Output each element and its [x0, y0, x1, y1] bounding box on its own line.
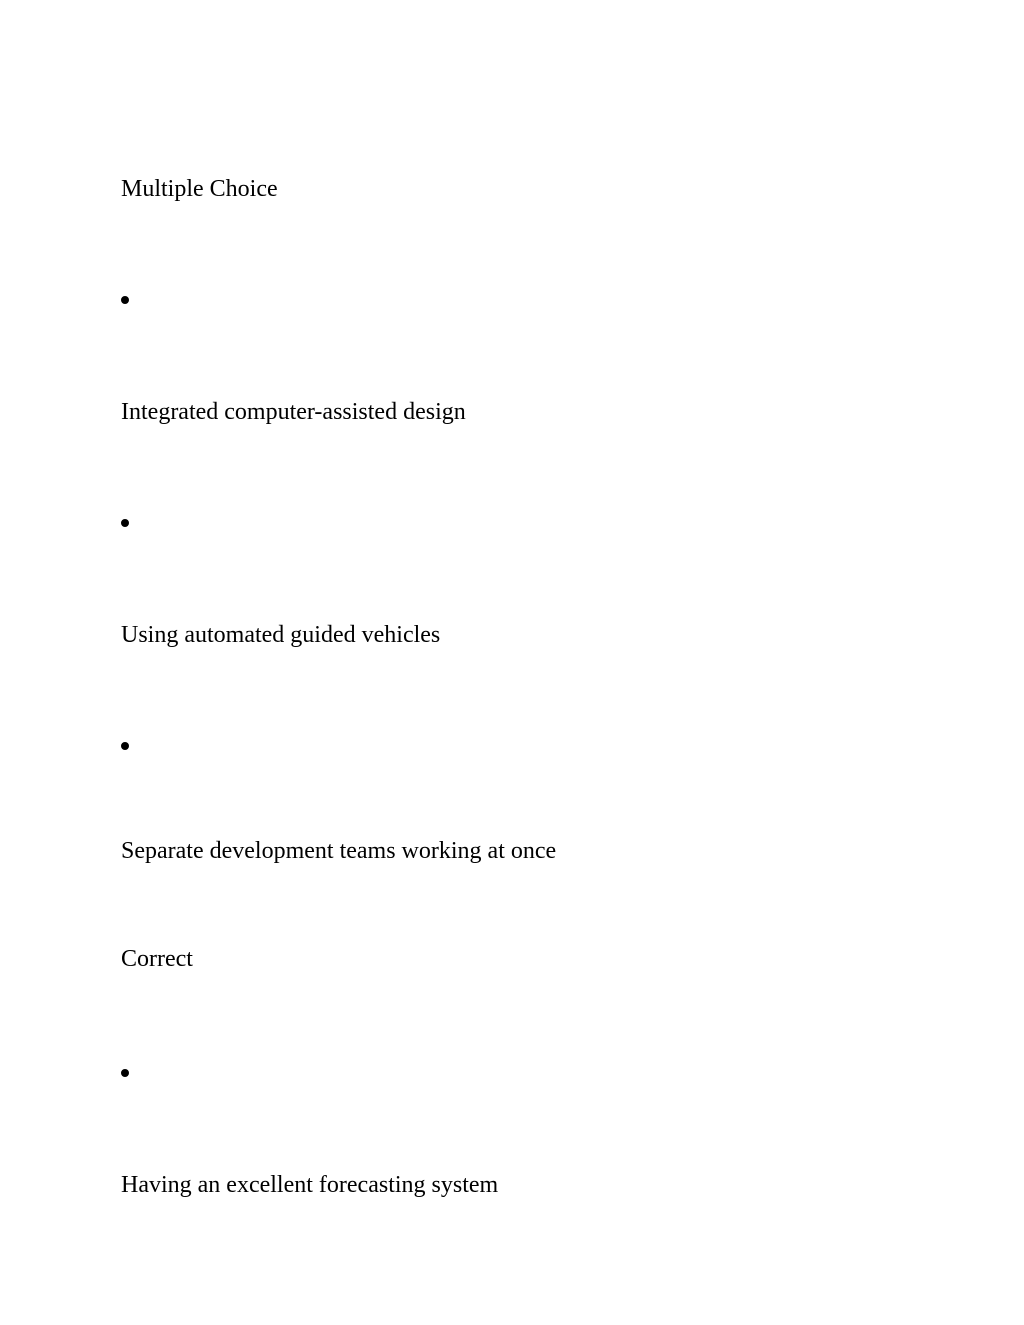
option-1-bullet	[121, 296, 129, 304]
option-1-text[interactable]: Integrated computer-assisted design	[121, 399, 466, 425]
option-3-status-label: Correct	[121, 946, 193, 972]
option-2-text[interactable]: Using automated guided vehicles	[121, 622, 441, 648]
question-type-label: Multiple Choice	[121, 176, 278, 202]
option-3-bullet	[121, 742, 129, 750]
option-3-text[interactable]: Separate development teams working at once	[121, 838, 557, 864]
option-4-bullet	[121, 1069, 129, 1077]
option-2-bullet	[121, 519, 129, 527]
option-4-text[interactable]: Having an excellent forecasting system	[121, 1172, 499, 1198]
